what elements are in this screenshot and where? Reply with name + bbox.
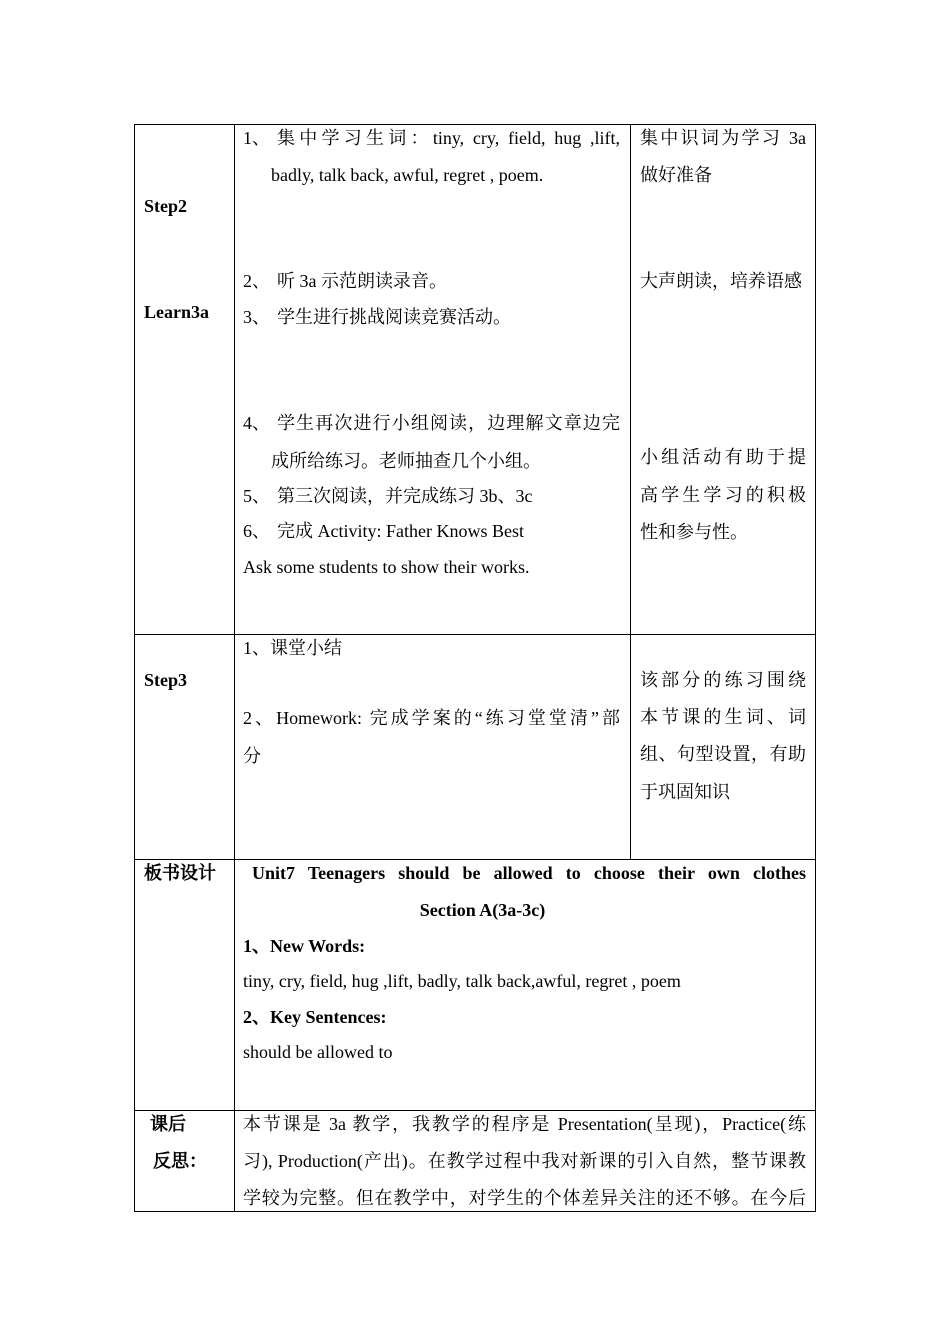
board-label: 板书设计 — [144, 863, 216, 883]
board-label-cell — [134, 859, 235, 1111]
board-sentences-heading: 2、Key Sentences: — [243, 1007, 387, 1027]
step2-purpose1-line2: 做好准备 — [640, 165, 712, 185]
board-words-heading: 1、New Words: — [243, 936, 366, 956]
board-title-line2: Section A(3a-3c) — [419, 900, 546, 920]
step2-item3-num: 3、 — [243, 307, 270, 327]
reflection-label-line2: 反思： — [153, 1151, 207, 1171]
reflection-line1: 本节课是 3a 教学，我教学的程序是 Presentation(呈现)，Practice(练 — [243, 1114, 806, 1134]
step3-content-cell — [234, 634, 631, 860]
step3-label: Step3 — [144, 670, 188, 690]
step2-item4-line1: 学生再次进行小组阅读，边理解文章边完 — [277, 413, 620, 433]
step2-item2-num: 2、 — [243, 271, 270, 291]
board-sentences: should be allowed to — [243, 1042, 393, 1062]
step3-item2-line2: 分 — [243, 746, 261, 766]
step3-item2-line1: 2、Homework: 完成学案的“练习堂堂清”部 — [243, 708, 620, 728]
step2-label: Step2 — [144, 196, 188, 216]
step2-purpose2: 大声朗读，培养语感 — [640, 271, 802, 291]
step2-item6-num: 6、 — [243, 521, 270, 541]
step3-purpose-line3: 组、句型设置，有助 — [640, 744, 806, 764]
step2-item6-text: 完成 Activity: Father Knows Best — [277, 521, 524, 541]
step2-purpose-cell — [630, 124, 816, 635]
step2-purpose3-line3: 性和参与性。 — [640, 522, 748, 542]
step3-purpose-line1: 该部分的练习围绕 — [640, 670, 806, 690]
step3-label-cell — [134, 634, 235, 860]
step2-item2-text: 听 3a 示范朗读录音。 — [277, 271, 447, 291]
step2-item1-line1: 集中学习生词：tiny, cry, field, hug ,lift, — [277, 128, 620, 148]
reflection-line3: 学较为完整。但在教学中，对学生的个体差异关注的还不够。在今后 — [243, 1188, 806, 1208]
step2-item5-num: 5、 — [243, 486, 270, 506]
step2-item1-num: 1、 — [243, 128, 270, 148]
reflection-label-line1: 课后 — [150, 1114, 186, 1134]
step2-extra-text: Ask some students to show their works. — [243, 557, 530, 577]
step3-purpose-line4: 于巩固知识 — [640, 782, 730, 802]
step3-purpose-line2: 本节课的生词、词 — [640, 707, 806, 727]
step2-purpose3-line2: 高学生学习的积极 — [640, 485, 806, 505]
board-words: tiny, cry, field, hug ,lift, badly, talk back,awful, regret , poem — [243, 971, 681, 991]
learn3a-label: Learn3a — [144, 302, 209, 322]
step2-item4-num: 4、 — [243, 413, 270, 433]
step2-item1-line2: badly, talk back, awful, regret , poem. — [271, 165, 544, 185]
board-title-line1: Unit7 Teenagers should be allowed to choose their own clothes — [252, 863, 806, 883]
step2-item3-text: 学生进行挑战阅读竞赛活动。 — [277, 307, 511, 327]
step2-purpose1-line1: 集中识词为学习 3a — [640, 128, 806, 148]
step2-item5-text: 第三次阅读，并完成练习 3b、3c — [277, 486, 533, 506]
step2-item4-line2: 成所给练习。老师抽查几个小组。 — [271, 451, 541, 471]
step3-item1: 1、课堂小结 — [243, 638, 342, 658]
step2-purpose3-line1: 小组活动有助于提 — [640, 447, 806, 467]
reflection-line2: 习), Production(产出)。在教学过程中我对新课的引入自然，整节课教 — [243, 1151, 806, 1171]
